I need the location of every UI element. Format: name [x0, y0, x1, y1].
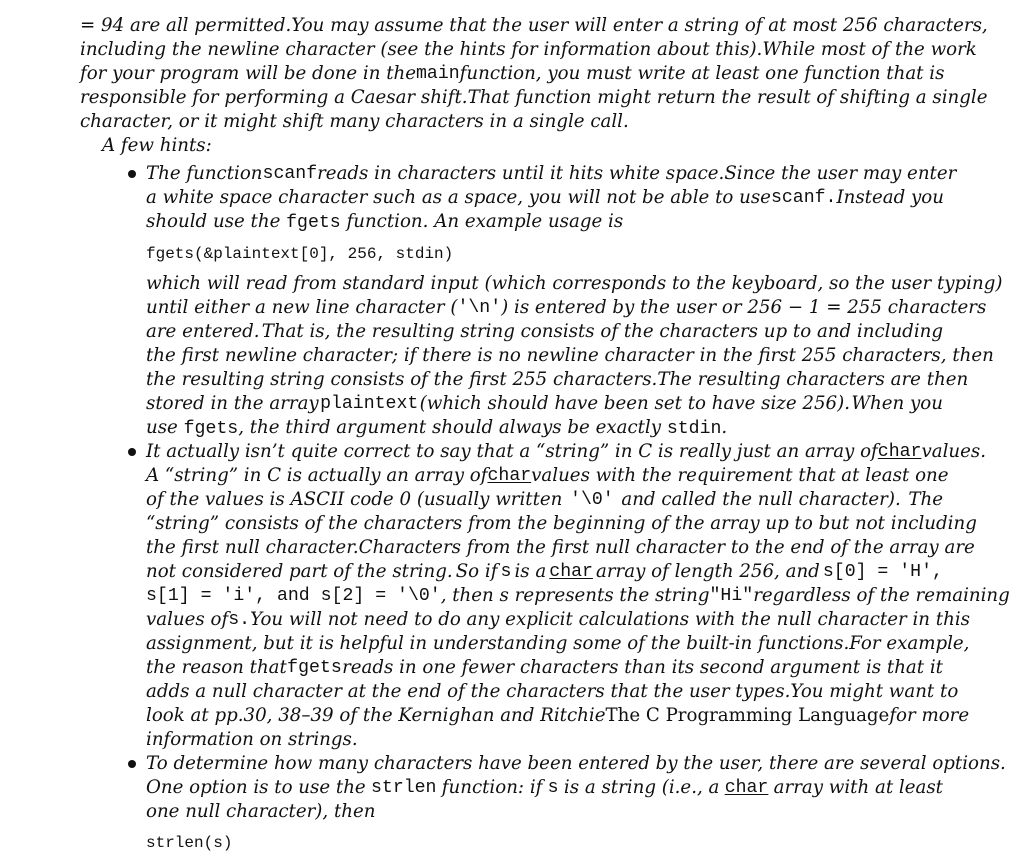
- code-s: s: [500, 562, 512, 582]
- hint2-line-7: [146, 585, 1010, 607]
- text: the resulting string consists of the first 255 characters.: [146, 369, 658, 390]
- code-s-array: s[1] = 'i', and s[2] = '\0': [146, 586, 441, 606]
- code-hi: "Hi": [709, 586, 754, 606]
- text: The: [908, 489, 943, 510]
- text: which will read from standard input (which corresponds to the keyboard, so the user typing): [146, 273, 1003, 294]
- text: reads in one fewer characters than its second argument is that it: [342, 657, 943, 678]
- text: You might want to: [790, 681, 959, 702]
- hint2-line-3: [146, 489, 943, 511]
- hint1-line-1: [146, 163, 957, 185]
- hint1-line-7: [146, 345, 994, 367]
- text: stored in the array: [146, 393, 319, 414]
- strlen-example-code: strlen(s): [146, 834, 233, 852]
- text: adds a null character at the end of the characters that the user types.: [146, 681, 791, 702]
- code-s: s: [547, 778, 559, 798]
- text: reads in characters until it hits white space.: [317, 163, 725, 184]
- code-strlen: strlen: [370, 778, 437, 798]
- code-stdin: stdin: [666, 419, 722, 439]
- book-title: The C Programming Language: [605, 705, 890, 726]
- text: (which should have been set to have size 256).: [419, 393, 850, 414]
- hint2-line-8: [146, 609, 970, 631]
- bullet-1: [128, 170, 136, 178]
- text: Characters from the first null character to the end of the array are: [358, 537, 975, 558]
- text: function: if: [441, 777, 543, 798]
- fgets-example-code: fgets(&plaintext[0], 256, stdin): [146, 245, 454, 263]
- intro-line-4: [80, 87, 988, 109]
- code-char: char: [549, 562, 593, 582]
- text: When you: [851, 393, 943, 414]
- text: of the values is ASCII code 0 (usually written: [146, 489, 563, 510]
- hint2-line-2: [146, 465, 949, 487]
- text: not considered part of the string.: [146, 561, 453, 582]
- code-plaintext: plaintext: [320, 394, 419, 414]
- text: It actually isn’t quite correct to say that a “string” in C is really just an array of: [146, 441, 878, 462]
- text: The resulting characters are then: [657, 369, 969, 390]
- text: array of length 256, and: [596, 561, 820, 582]
- text: For example,: [849, 633, 970, 654]
- code-char: char: [487, 466, 532, 486]
- text: One option is to use the: [146, 777, 366, 798]
- text: So if: [455, 561, 498, 582]
- hint2-line-12: [146, 705, 970, 727]
- code-fgets: fgets: [183, 419, 239, 439]
- text: are entered.: [146, 321, 260, 342]
- hint1-line-2: [146, 187, 943, 209]
- code-fgets: fgets: [286, 213, 341, 233]
- hint3-line-2: [146, 777, 943, 799]
- hint3-line-1: [146, 753, 1006, 775]
- text: Instead you: [836, 187, 944, 208]
- text: That function might return the result of shifting a single: [467, 87, 988, 108]
- text: values.: [921, 441, 986, 462]
- text: is a: [514, 561, 547, 582]
- text: values with the requirement that at least one: [531, 465, 949, 486]
- text: .: [721, 417, 728, 438]
- text: ) is entered by the user or 256 − 1 = 255 characters: [501, 297, 987, 318]
- code-newline: '\n': [457, 298, 502, 318]
- text: including the newline character (see the hints for information about this).: [80, 39, 763, 60]
- text: The function: [146, 163, 263, 184]
- text: for your program will be done in the: [80, 63, 416, 84]
- text: the reason that: [146, 657, 287, 678]
- text: responsible for performing a Caesar shift.: [80, 87, 468, 108]
- text: look at pp.30, 38–39 of the Kernighan and Ritchie: [146, 705, 606, 726]
- text: function, you must write at least one function that is: [459, 63, 945, 84]
- hint1-line-4: [146, 273, 1003, 295]
- hint2-line-13: information on strings.: [146, 729, 358, 750]
- code-scanf: scanf: [262, 164, 318, 184]
- text: array with at least: [773, 777, 943, 798]
- hint1-line-9: [146, 393, 943, 415]
- text: Since the user may enter: [724, 163, 957, 184]
- intro-line-2: [80, 39, 977, 61]
- hint1-line-10: [146, 417, 727, 440]
- text: While most of the work: [762, 39, 977, 60]
- hint2-line-11: [146, 681, 959, 703]
- hint2-line-10: [146, 657, 943, 679]
- text: until either a new line character (: [146, 297, 458, 318]
- hint1-line-5: [146, 297, 987, 319]
- text: regardless of the remaining: [753, 585, 1010, 606]
- code-char: char: [877, 442, 922, 462]
- text: You may assume that the user will enter a string of at most 256 characters,: [291, 15, 988, 36]
- text: is a string (i.e., a: [563, 777, 720, 798]
- hint3-line-3: one null character), then: [146, 801, 376, 822]
- text: = 94 are all permitted.: [80, 15, 292, 36]
- code-main: main: [416, 64, 460, 84]
- code-fgets: fgets: [287, 658, 342, 678]
- code-char: char: [724, 778, 769, 798]
- hint2-line-1: [146, 441, 986, 463]
- text: and called the null character).: [621, 489, 901, 510]
- hint2-line-5: [146, 537, 975, 559]
- hint2-line-9: [146, 633, 970, 655]
- code-s0: s[0] = 'H',: [822, 562, 943, 582]
- text: values of: [146, 609, 229, 630]
- hint2-line-4: [146, 513, 977, 535]
- intro-line-5: character, or it might shift many characters in a single call.: [80, 111, 629, 132]
- text: should use the: [146, 211, 281, 232]
- text: That is, the resulting string consists of the characters up to and including: [261, 321, 943, 342]
- hint1-line-3: [146, 211, 623, 234]
- text: the first null character.: [146, 537, 359, 558]
- hint2-line-6: [146, 561, 943, 583]
- text: To determine how many characters have been entered by the user, there are several options.: [146, 753, 1006, 774]
- hint1-line-6: [146, 321, 943, 343]
- hint1-line-8: [146, 369, 969, 391]
- text: use: [146, 417, 178, 438]
- code-s: s.: [228, 610, 251, 630]
- text: You will not need to do any explicit calculations with the null character in this: [250, 609, 970, 630]
- text: a white space character such as a space, you will not be able to use: [146, 187, 771, 208]
- hints-heading: A few hints:: [102, 135, 212, 156]
- intro-line-3: [80, 63, 945, 85]
- text: “string” consists of the characters from the beginning of the array up to but not including: [146, 513, 977, 534]
- text: , then s represents the string: [440, 585, 710, 606]
- code-scanf: scanf.: [770, 188, 837, 208]
- text: for more: [889, 705, 970, 726]
- text: function. An example usage is: [346, 211, 624, 232]
- code-null: '\0': [570, 490, 614, 510]
- intro-line-1: [80, 15, 988, 37]
- text: assignment, but it is helpful in understanding some of the built-in functions.: [146, 633, 850, 654]
- text: , the third argument should always be exactly: [238, 417, 662, 438]
- text: A “string” in C is actually an array of: [146, 465, 488, 486]
- bullet-3: [128, 760, 136, 768]
- bullet-2: [128, 448, 136, 456]
- text: the first newline character; if there is no newline character in the first 255 characters, then: [146, 345, 994, 366]
